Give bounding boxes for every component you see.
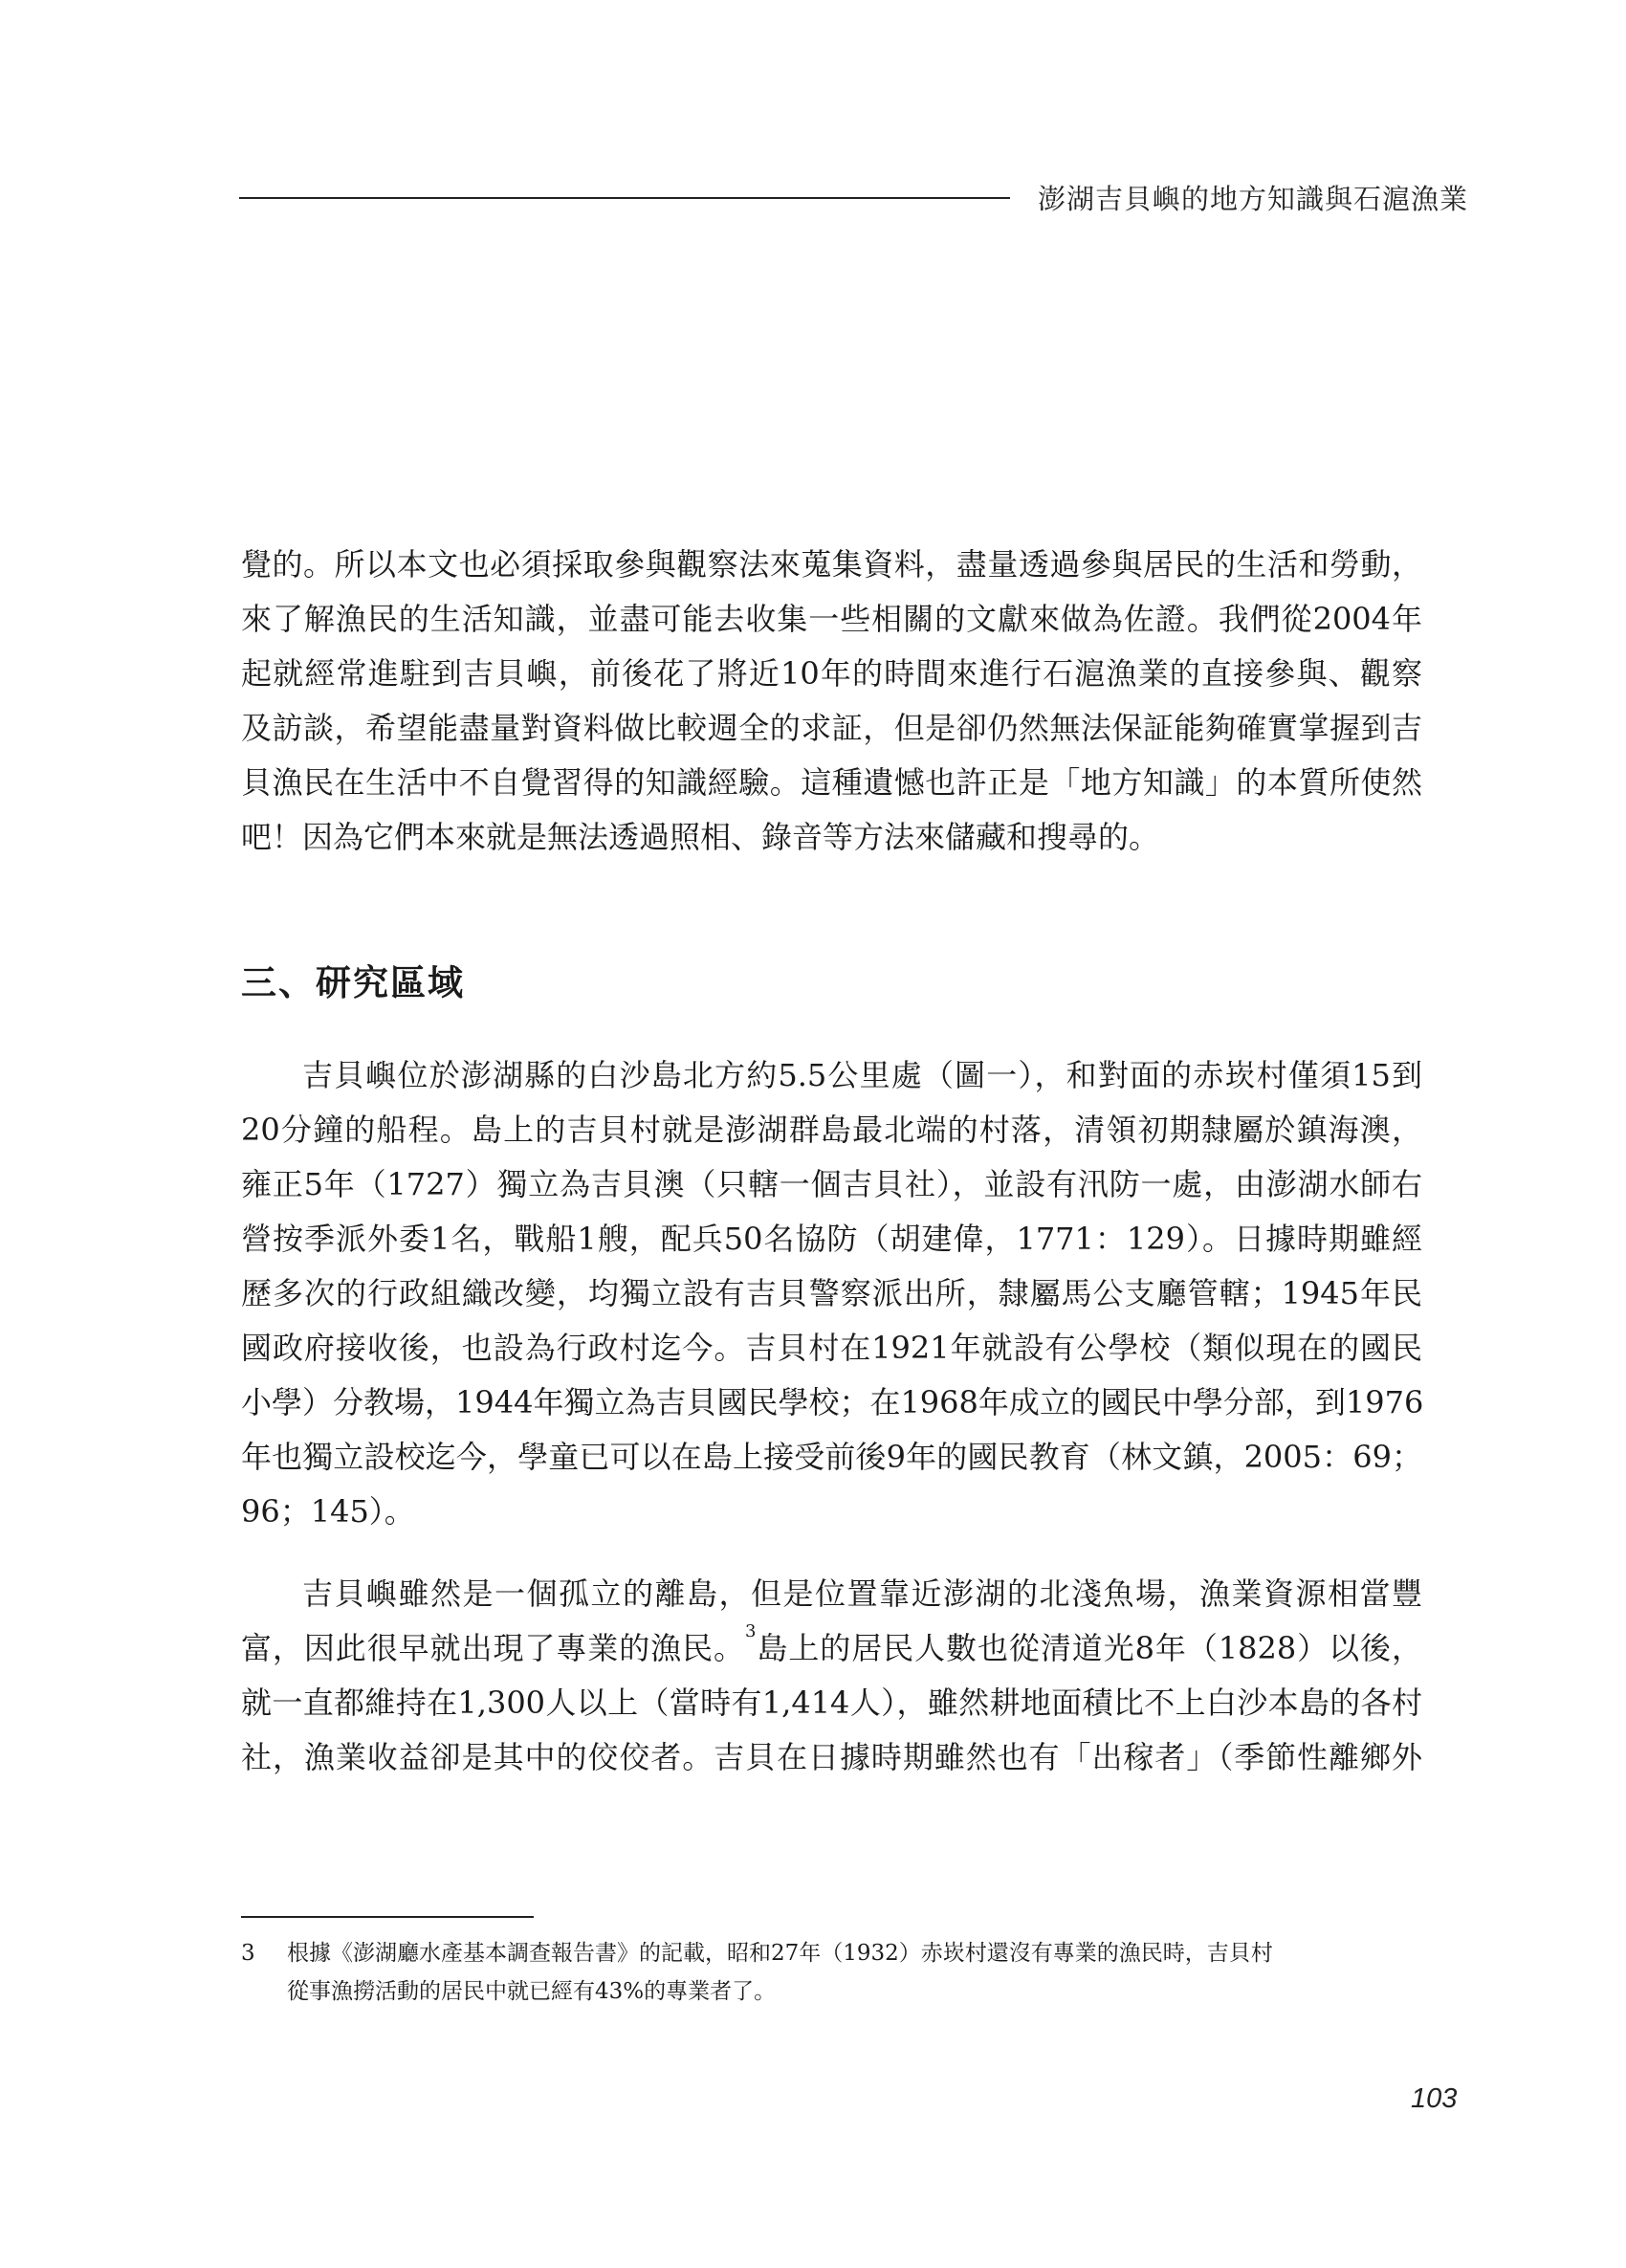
- header-rule: [239, 197, 1010, 199]
- paragraph-line: 國政府接收後，也設為行政村迄今。吉貝村在1921年就設有公學校（類似現在的國民: [241, 1330, 1422, 1366]
- paragraph-text: 富，因此很早就出現了專業的漁民。: [241, 1630, 745, 1666]
- paragraph-line: 小學）分教場，1944年獨立為吉貝國民學校；在1968年成立的國民中學分部，到1976: [241, 1384, 1424, 1420]
- footnote-text: 從事漁撈活動的居民中就已經有43%的專業者了。: [287, 1979, 777, 2004]
- intro-paragraph: [241, 538, 1422, 865]
- paragraph-line: 覺的。所以本文也必須採取參與觀察法來蒐集資料，盡量透過參與居民的生活和勞動，: [241, 546, 1422, 583]
- paragraph-line: 20分鐘的船程。島上的吉貝村就是澎湖群島最北端的村落，清領初期隸屬於鎮海澳，: [241, 1112, 1422, 1148]
- paragraph-line: 年也獨立設校迄今，學童已可以在島上接受前後9年的國民教育（林文鎮，2005：69；: [241, 1439, 1422, 1475]
- research-area-paragraph-1: [241, 1048, 1422, 1539]
- paragraph-line: 及訪談，希望能盡量對資料做比較週全的求証，但是卻仍然無法保証能夠確實掌握到吉: [241, 710, 1422, 746]
- paragraph-line: 營按季派外委1名，戰船1艘，配兵50名協防（胡建偉，1771：129）。日據時期雖經: [241, 1221, 1422, 1257]
- paragraph-line: 就一直都維持在1,300人以上（當時有1,414人），雖然耕地面積比不上白沙本島的各村: [241, 1684, 1422, 1721]
- footnote-reference[interactable]: 3: [745, 1621, 757, 1641]
- paragraph-text: 島上的居民人數也從清道光8年（1828）以後，: [756, 1630, 1422, 1666]
- paragraph-line: 社，漁業收益卻是其中的佼佼者。吉貝在日據時期雖然也有「出稼者」（季節性離鄉外: [241, 1739, 1422, 1775]
- paragraph-line: 雍正5年（1727）獨立為吉貝澳（只轄一個吉貝社），並設有汛防一處，由澎湖水師右: [241, 1166, 1422, 1202]
- paragraph-line: 歷多次的行政組織改變，均獨立設有吉貝警察派出所，隸屬馬公支廳管轄；1945年民: [241, 1275, 1422, 1311]
- section-heading: 三、研究區域: [241, 962, 465, 1003]
- paragraph-line: 吉貝嶼位於澎湖縣的白沙島北方約5.5公里處（圖一），和對面的赤崁村僅須15到: [302, 1057, 1422, 1093]
- paragraph-line: 吉貝嶼雖然是一個孤立的離島，但是位置靠近澎湖的北淺魚場，漁業資源相當豐: [302, 1575, 1422, 1612]
- paragraph-line: 貝漁民在生活中不自覺習得的知識經驗。這種遺憾也許正是「地方知識」的本質所使然: [241, 764, 1422, 801]
- paragraph-line: 起就經常進駐到吉貝嶼，前後花了將近10年的時間來進行石滬漁業的直接參與、觀察: [241, 655, 1422, 692]
- footnote-text: 根據《澎湖廳水產基本調查報告書》的記載，昭和27年（1932）赤崁村還沒有專業的漁民時，吉貝村: [287, 1941, 1273, 1966]
- research-area-paragraph-2: [241, 1567, 1422, 1785]
- footnote-rule: [241, 1916, 534, 1918]
- footnote-first-line: [241, 1934, 1422, 1972]
- paragraph-line: 96；145）。: [241, 1493, 415, 1530]
- footnote-number: 3: [241, 1941, 255, 1966]
- footnote: [241, 1934, 1422, 2011]
- running-title: 澎湖吉貝嶼的地方知識與石滬漁業: [1038, 183, 1469, 215]
- paragraph-line: 吧！因為它們本來就是無法透過照相、錄音等方法來儲藏和搜尋的。: [241, 819, 1160, 855]
- paragraph-line: 來了解漁民的生活知識，並盡可能去收集一些相關的文獻來做為佐證。我們從2004年: [241, 601, 1422, 637]
- paragraph-line: [241, 1621, 1422, 1676]
- page-number: 103: [1411, 2083, 1458, 2114]
